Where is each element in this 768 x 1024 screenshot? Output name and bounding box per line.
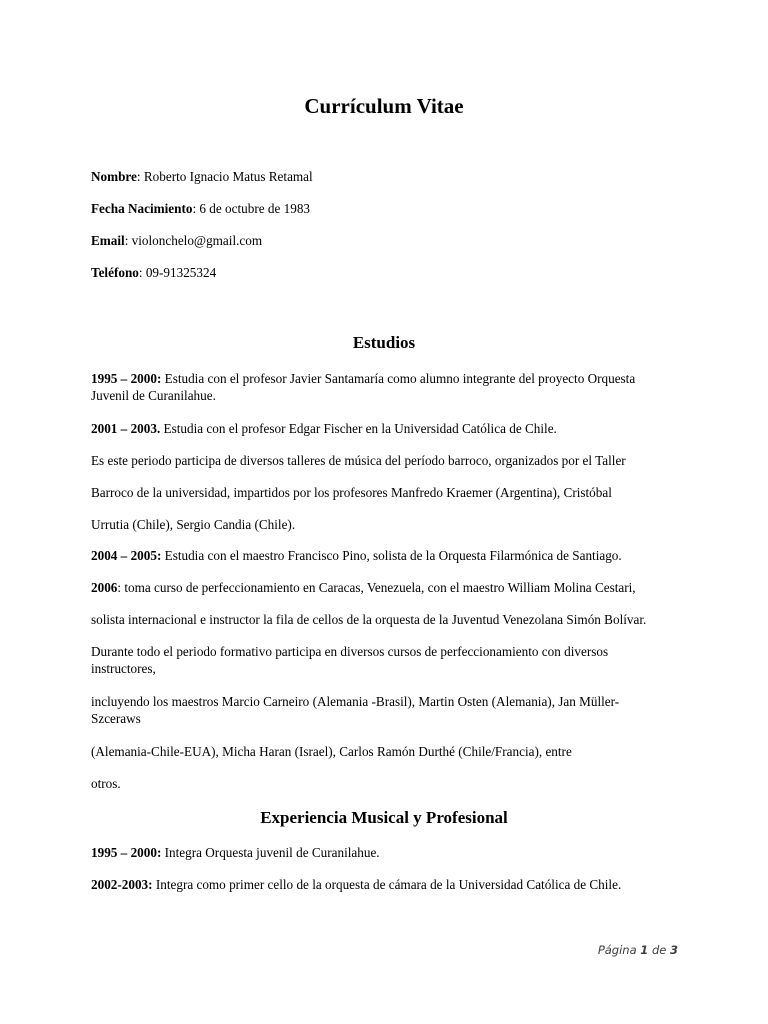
entry-date: 1995 – 2000:: [91, 371, 162, 386]
entry-text: Integra Orquesta juvenil de Curanilahue.: [161, 845, 380, 860]
name-line: [91, 168, 313, 185]
estudios-line: (Alemania-Chile-EUA), Micha Haran (Israel), Carlos Ramón Durthé (Chile/Francia), entre: [91, 744, 572, 759]
page-word: Página: [597, 943, 641, 957]
entry-date: 2001 – 2003.: [91, 421, 161, 436]
entry-date: 2002-2003:: [91, 877, 153, 892]
birth-line: [91, 200, 310, 217]
experiencia-entry: [91, 844, 380, 861]
page-number-footer: [598, 943, 678, 957]
estudios-line: Juvenil de Curanilahue.: [91, 388, 216, 403]
name-value: : Roberto Ignacio Matus Retamal: [136, 169, 313, 184]
entry-text: Integra como primer cello de la orquesta de cámara de la Universidad Católica de Chile.: [152, 877, 622, 892]
birth-value: : 6 de octubre de 1983: [192, 201, 311, 216]
estudios-line: Szceraws: [91, 711, 141, 726]
estudios-heading: Estudios: [352, 333, 416, 352]
estudios-line: Urrutia (Chile), Sergio Candia (Chile).: [91, 517, 296, 532]
estudios-entry: [91, 370, 635, 387]
entry-date: 2004 – 2005:: [91, 548, 162, 563]
estudios-line: otros.: [91, 776, 121, 791]
estudios-line: Durante todo el periodo formativo participa en diversos cursos de perfeccionamiento con diversos: [91, 644, 609, 659]
current-page: 1: [640, 943, 649, 957]
estudios-line: Es este periodo participa de diversos talleres de música del período barroco, organizados por el Taller: [91, 453, 626, 468]
of-word: de: [648, 943, 670, 957]
estudios-entry: [91, 420, 557, 437]
entry-date: 2006: [91, 580, 118, 595]
total-pages: 3: [669, 943, 678, 957]
estudios-line: incluyendo los maestros Marcio Carneiro (Alemania -Brasil), Martin Osten (Alemania), Jan Müller-: [91, 694, 620, 709]
phone-value: : 09-91325324: [138, 265, 217, 280]
entry-text: : toma curso de perfeccionamiento en Caracas, Venezuela, con el maestro William Molina Cestari,: [117, 580, 636, 595]
email-value: : violonchelo@gmail.com: [124, 233, 263, 248]
estudios-line: Barroco de la universidad, impartidos por los profesores Manfredo Kraemer (Argentina), Cristóbal: [91, 485, 612, 500]
name-label: Nombre: [91, 169, 137, 184]
estudios-entry: [91, 547, 622, 564]
phone-line: [91, 264, 216, 281]
entry-date: 1995 – 2000:: [91, 845, 162, 860]
estudios-entry: [91, 579, 636, 596]
entry-text: Estudia con el maestro Francisco Pino, solista de la Orquesta Filarmónica de Santiago.: [161, 548, 622, 563]
entry-text: Estudia con el profesor Javier Santamaría como alumno integrante del proyecto Orquesta: [161, 371, 636, 386]
experiencia-entry: [91, 876, 621, 893]
entry-text: Estudia con el profesor Edgar Fischer en la Universidad Católica de Chile.: [160, 421, 557, 436]
estudios-line: solista internacional e instructor la fila de cellos de la orquesta de la Juventud Venezolana Simón Bolívar.: [91, 612, 647, 627]
page-title: Currículum Vitae: [304, 94, 464, 118]
phone-label: Teléfono: [91, 265, 139, 280]
email-label: Email: [91, 233, 125, 248]
experiencia-heading: Experiencia Musical y Profesional: [260, 808, 508, 827]
birth-label: Fecha Nacimiento: [91, 201, 193, 216]
email-line: [91, 232, 262, 249]
estudios-line: instructores,: [91, 661, 156, 676]
